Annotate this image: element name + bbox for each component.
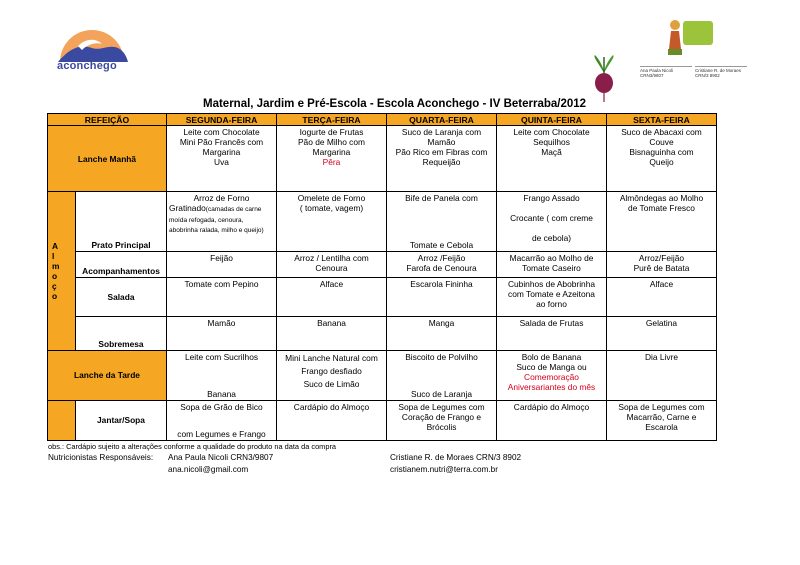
row-sobremesa: [48, 316, 717, 350]
cell-sobremesa-seg: Mamão: [167, 316, 277, 350]
cell-acomp-qua: Arroz /Feijão Farofa de Cenoura: [387, 252, 497, 278]
cell-salada-qui: Cubinhos de Abobrinha com Tomate e Azeitona ao forno: [497, 278, 607, 316]
cell-jantar-qua: Sopa de Legumes com Coração de Frango e Brócolis: [387, 400, 497, 440]
cell-jantar-qui: Cardápio do Almoço: [497, 400, 607, 440]
cell-acomp-qui: Macarrão ao Molho de Tomate Caseiro: [497, 252, 607, 278]
cell-salada-sex: Alface: [607, 278, 717, 316]
header-refeicao: REFEIÇÃO: [48, 114, 167, 126]
signature-left: Ana Paula Nicoli CRN3/9807: [640, 66, 700, 78]
cell-prato-qua: Bife de Panela com Tomate e Cebola: [387, 192, 497, 252]
footer-nutri1: Ana Paula Nicoli CRN3/9807: [168, 453, 274, 462]
label-lanche-manha: Lanche Manhã: [48, 126, 167, 192]
cell-lanche-manha-qua: Suco de Laranja com Mamão Pão Rico em Fibras com Requeijão: [387, 126, 497, 192]
label-jantar: Jantar/Sopa: [76, 400, 167, 440]
row-lanche-tarde: [48, 350, 717, 400]
beetroot-icon: [589, 53, 619, 103]
cell-jantar-seg: Sopa de Grão de Bico com Legumes e Frango: [167, 400, 277, 440]
header-sexta: SEXTA-FEIRA: [607, 114, 717, 126]
row-acompanhamentos: [48, 252, 717, 278]
cell-salada-ter: Alface: [277, 278, 387, 316]
label-salada: Salada: [76, 278, 167, 316]
cell-salada-seg: Tomate com Pepino: [167, 278, 277, 316]
label-almoco-vertical: A l m o ç o: [48, 192, 76, 350]
menu-table: [47, 113, 717, 441]
row-lanche-manha: [48, 126, 717, 192]
cell-jantar-sex: Sopa de Legumes com Macarrão, Carne e Escarola: [607, 400, 717, 440]
label-prato-principal: Prato Principal: [76, 192, 167, 252]
cell-lanche-manha-seg: Leite com Chocolate Mini Pão Francês com Margarina Uva: [167, 126, 277, 192]
label-acompanhamentos: Acompanhamentos: [76, 252, 167, 278]
brand-name: aconchego: [57, 60, 117, 72]
jantar-spacer: [48, 400, 76, 440]
cell-acomp-seg: Feijão: [167, 252, 277, 278]
label-lanche-tarde: Lanche da Tarde: [48, 350, 167, 400]
row-salada: [48, 278, 717, 316]
cell-acomp-ter: Arroz / Lentilha com Cenoura: [277, 252, 387, 278]
cell-salada-qua: Escarola Fininha: [387, 278, 497, 316]
label-sobremesa: Sobremesa: [76, 316, 167, 350]
nutrition-logo: [665, 15, 715, 60]
footer-email2: cristianem.nutri@terra.com.br: [390, 465, 498, 474]
cell-lanche-manha-sex: Suco de Abacaxi com Couve Bisnaguinha com Queijo: [607, 126, 717, 192]
header-row: [48, 114, 717, 126]
cell-jantar-ter: Cardápio do Almoço: [277, 400, 387, 440]
cell-lanche-manha-ter: Iogurte de Frutas Pão de Milho com Margarina Pêra: [277, 126, 387, 192]
signature-right: Cristiane R. de Moraes CRN/3 8902: [695, 66, 755, 78]
cell-lanche-manha-qui: Leite com Chocolate Sequilhos Maçã: [497, 126, 607, 192]
header-quinta: QUINTA-FEIRA: [497, 114, 607, 126]
footer-email1: ana.nicoli@gmail.com: [168, 465, 249, 474]
page-title: Maternal, Jardim e Pré-Escola - Escola Aconchego - IV Beterraba/2012: [203, 98, 587, 110]
header-quarta: QUARTA-FEIRA: [387, 114, 497, 126]
cell-prato-sex: Almôndegas ao Molho de Tomate Fresco: [607, 192, 717, 252]
cell-prato-seg: Arroz de Forno Gratinado(camadas de carne moída refogada, cenoura, abobrinha ralada, milho e queijo): [167, 192, 277, 252]
cell-prato-qui: Frango Assado Crocante ( com creme de cebola): [497, 192, 607, 252]
cell-tarde-qua: Biscoito de Polvilho Suco de Laranja: [387, 350, 497, 400]
footer-nutri-label: Nutricionistas Responsáveis:: [48, 453, 154, 462]
row-jantar: [48, 400, 717, 440]
cell-tarde-sex: Dia Livre: [607, 350, 717, 400]
cell-sobremesa-sex: Gelatina: [607, 316, 717, 350]
cell-sobremesa-qui: Salada de Frutas: [497, 316, 607, 350]
cell-tarde-ter: Mini Lanche Natural com Frango desfiado Suco de Limão: [277, 350, 387, 400]
footer-nutri2: Cristiane R. de Moraes CRN/3 8902: [390, 453, 522, 462]
cell-sobremesa-ter: Banana: [277, 316, 387, 350]
header-segunda: SEGUNDA-FEIRA: [167, 114, 277, 126]
footer-obs: obs.: Cardápio sujeito a alterações conforme a qualidade do produto na data da compra: [48, 442, 337, 451]
cell-acomp-sex: Arroz/Feijão Purê de Batata: [607, 252, 717, 278]
cell-tarde-seg: Leite com Sucrilhos Banana: [167, 350, 277, 400]
cell-sobremesa-qua: Manga: [387, 316, 497, 350]
cell-prato-ter: Omelete de Forno ( tomate, vagem): [277, 192, 387, 252]
row-prato-principal: [48, 192, 717, 252]
header-terca: TERÇA-FEIRA: [277, 114, 387, 126]
cell-tarde-qui: Bolo de Banana Suco de Manga ou Comemoração Aniversariantes do mês: [497, 350, 607, 400]
